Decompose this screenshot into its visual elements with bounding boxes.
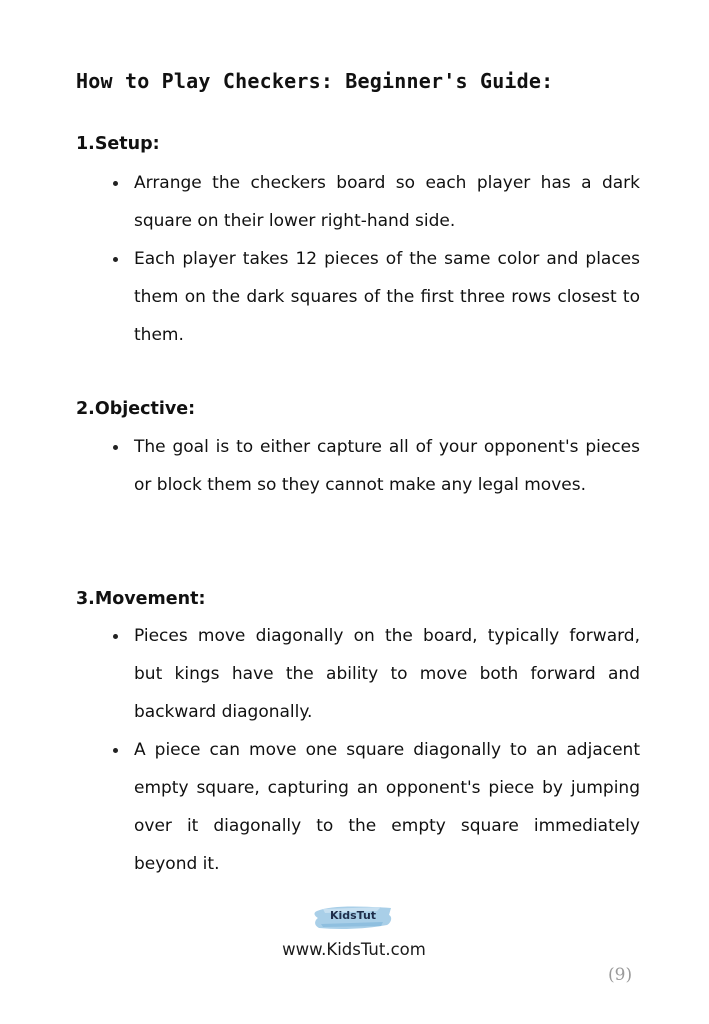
kidstut-logo [311,903,395,931]
bullet-text: Arrange the checkers board so each player has a dark square on their lower right-hand side. [134,173,640,231]
section-heading-movement: 3.Movement: [76,589,206,609]
bullet-icon [113,445,118,450]
section-heading-objective: 2.Objective: [76,399,196,419]
objective-bullet-list [110,428,640,504]
list-item [110,731,640,883]
page-title: How to Play Checkers: Beginner's Guide: [76,69,554,93]
bullet-icon [113,634,118,639]
setup-bullet-list [110,164,640,354]
list-item [110,617,640,731]
bullet-text: The goal is to either capture all of your opponent's pieces or block them so they cannot make any legal moves. [134,437,640,495]
bullet-icon [113,748,118,753]
list-item [110,164,640,240]
list-item [110,240,640,354]
page-number: (9) [608,965,633,985]
website-link[interactable]: www.KidsTut.com [282,940,426,959]
logo-text: KidsTut [329,909,377,922]
list-item [110,428,640,504]
section-heading-setup: 1.Setup: [76,134,160,154]
bullet-text: Each player takes 12 pieces of the same color and places them on the dark squares of the first three rows closest to them. [134,249,640,345]
movement-bullet-list [110,617,640,883]
bullet-text: Pieces move diagonally on the board, typically forward, but kings have the ability to move both forward and backward diagonally. [134,626,640,722]
bullet-icon [113,257,118,262]
bullet-icon [113,181,118,186]
bullet-text: A piece can move one square diagonally to an adjacent empty square, capturing an opponent's piece by jumping over it diagonally to the empty square immediately beyond it. [134,740,640,874]
